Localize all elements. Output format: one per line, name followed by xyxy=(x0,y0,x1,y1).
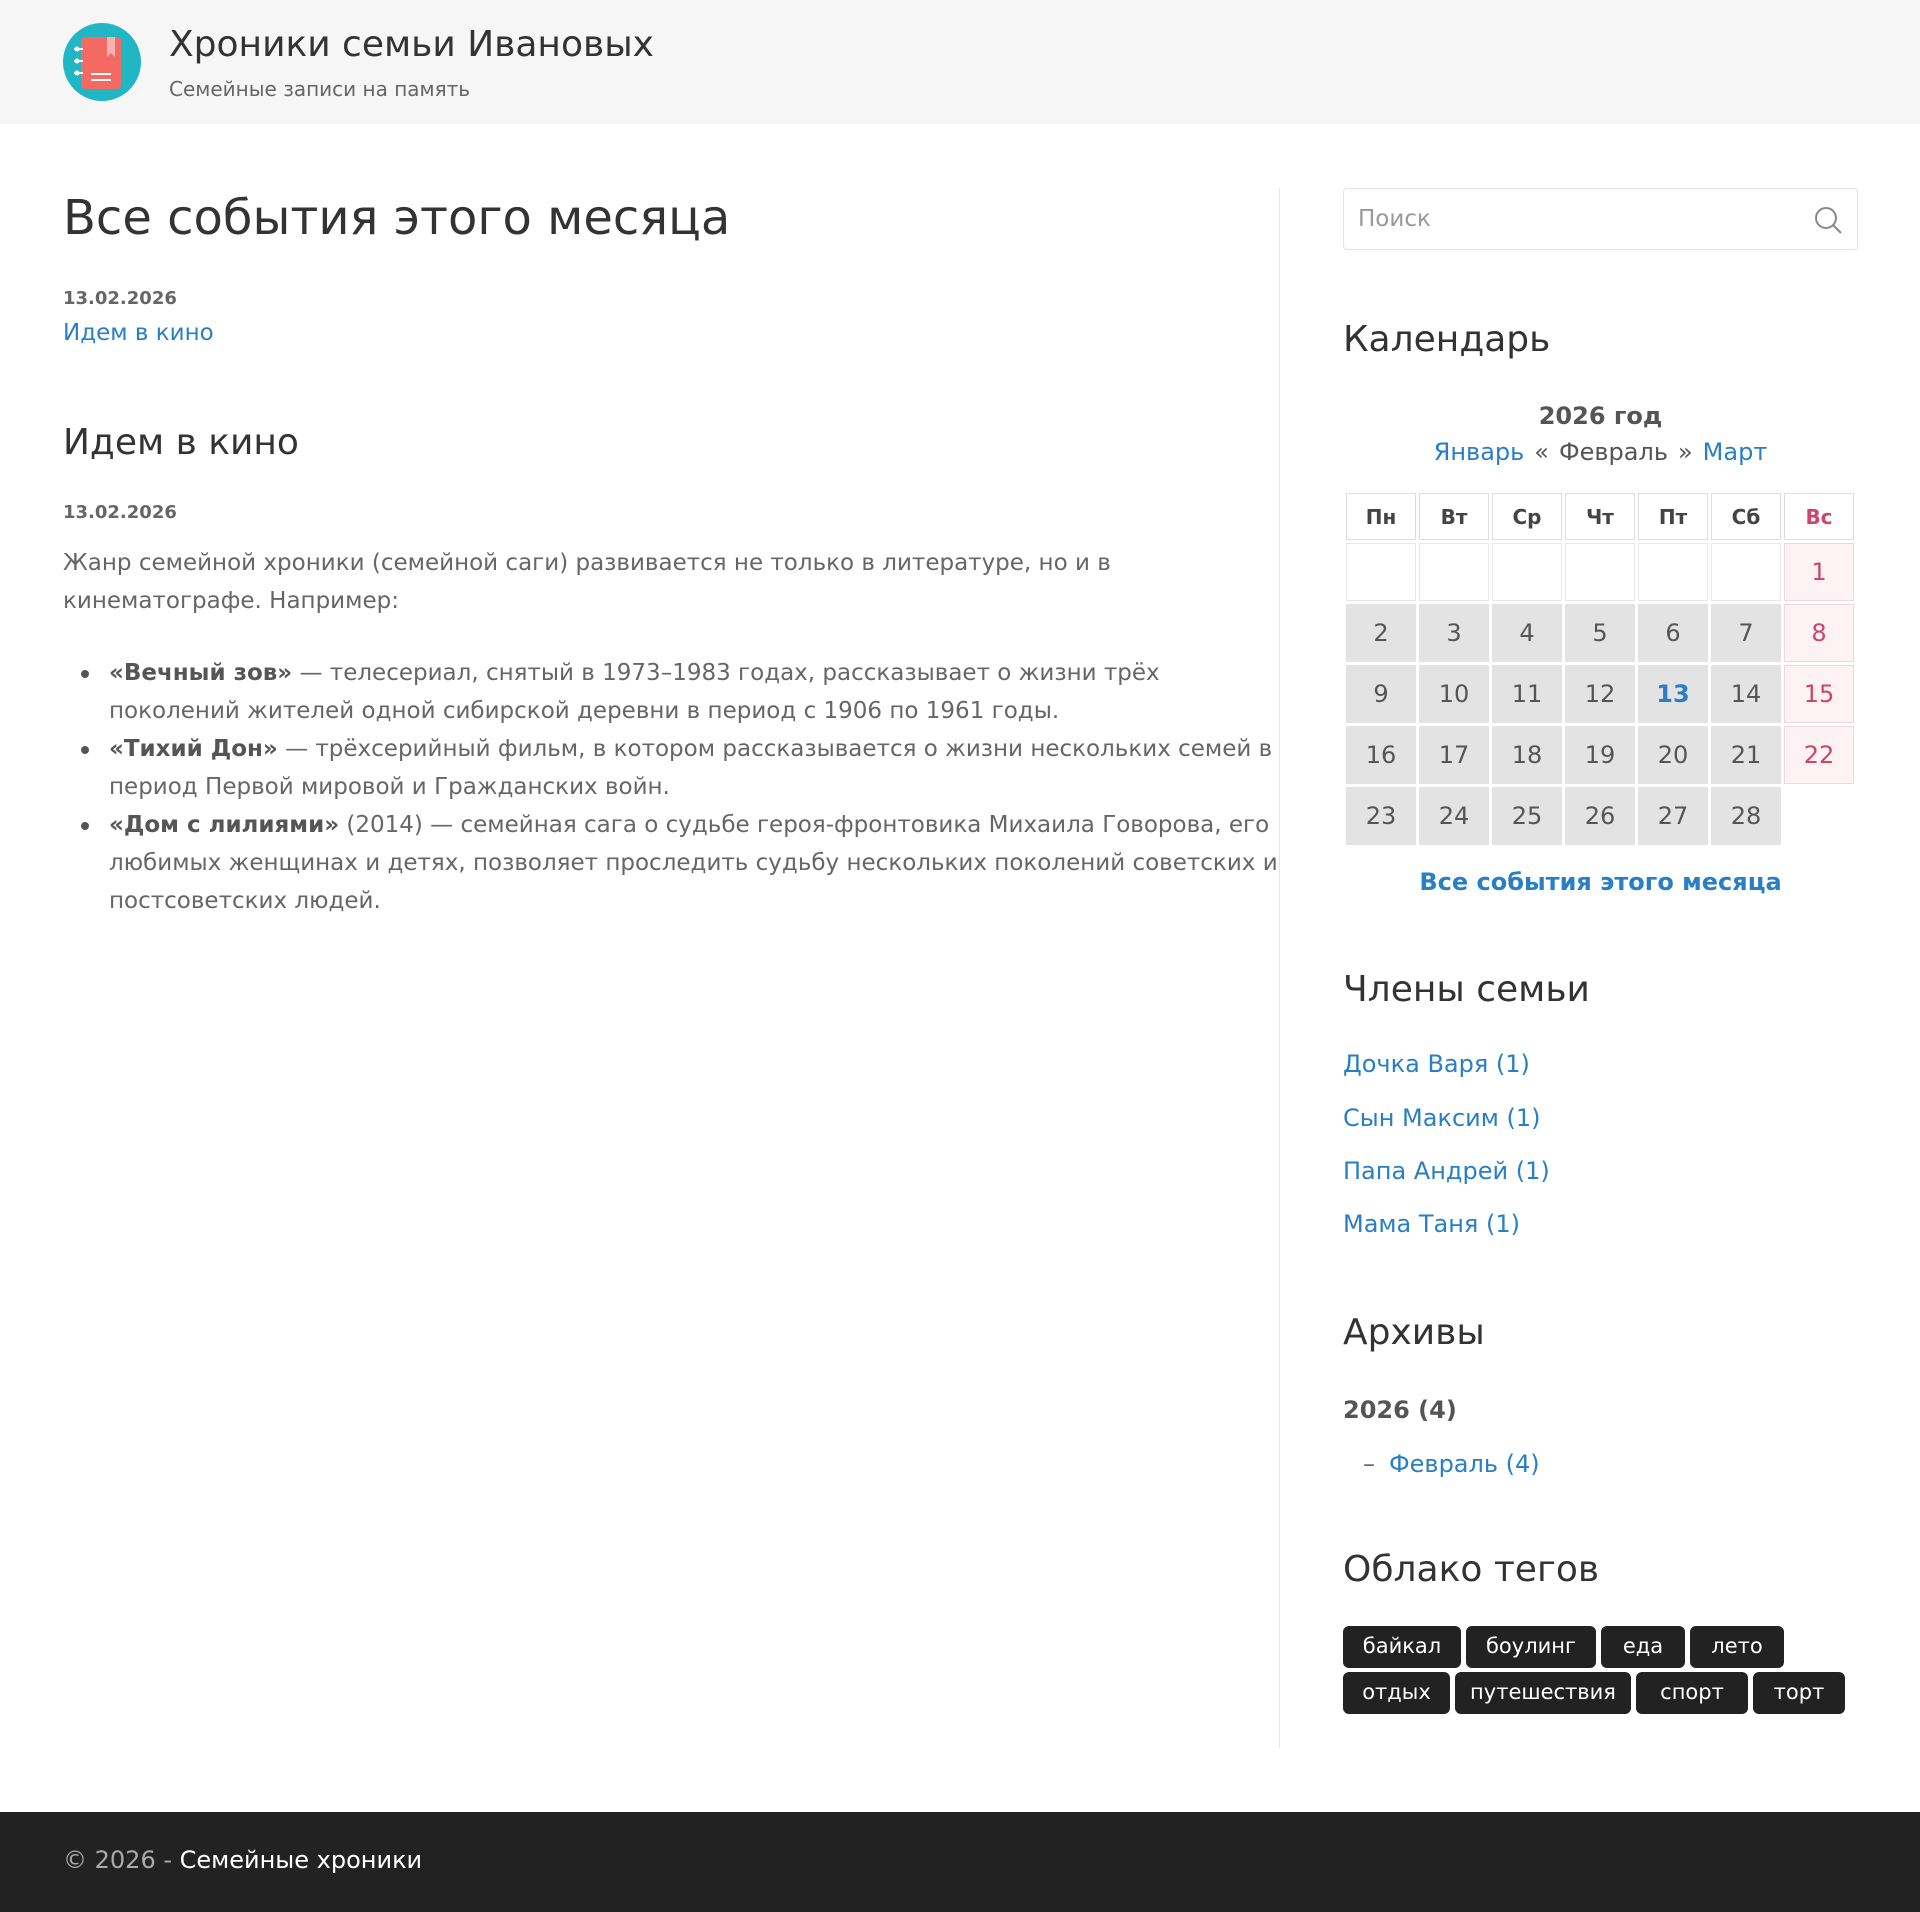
member-link[interactable]: Дочка Варя (1) xyxy=(1343,1050,1530,1078)
site-tagline: Семейные записи на память xyxy=(169,77,471,101)
list-item-text: — телесериал, снятый в 1973–1983 годах, рассказывает о жизни трёх поколений жителей одной сибирской деревни в период с 1906 по 1961 годы. xyxy=(109,660,1160,724)
calendar-day: 26 xyxy=(1565,787,1635,845)
archive-dash: – xyxy=(1363,1450,1375,1478)
weekday-header: Чт xyxy=(1565,493,1635,540)
calendar-day: 8 xyxy=(1784,604,1854,662)
list-item xyxy=(109,654,1289,730)
calendar-day: 12 xyxy=(1565,665,1635,723)
calendar-current-month: Февраль xyxy=(1558,438,1668,466)
search-icon[interactable] xyxy=(1813,205,1843,235)
calendar-day: 28 xyxy=(1711,787,1781,845)
search-box xyxy=(1343,188,1858,250)
calendar-day: 11 xyxy=(1492,665,1562,723)
post-list xyxy=(109,654,1289,920)
site-footer xyxy=(0,1812,1920,1912)
tags-title: Облако тегов xyxy=(1343,1549,1600,1590)
column-divider xyxy=(1279,188,1280,1748)
tag-link[interactable]: спорт xyxy=(1636,1672,1748,1714)
calendar-day: 25 xyxy=(1492,787,1562,845)
calendar-day: 15 xyxy=(1784,665,1854,723)
calendar-prev-arrow: « xyxy=(1534,438,1549,466)
list-item xyxy=(109,730,1289,806)
calendar-day: 10 xyxy=(1419,665,1489,723)
weekday-header: Ср xyxy=(1492,493,1562,540)
weekday-header-sunday: Вс xyxy=(1784,493,1854,540)
site-header xyxy=(0,0,1920,124)
tag-link[interactable]: байкал xyxy=(1343,1626,1461,1668)
calendar-day: 17 xyxy=(1419,726,1489,784)
site-title[interactable]: Хроники семьи Ивановых xyxy=(169,24,654,65)
notebook-icon[interactable] xyxy=(63,23,141,101)
weekday-header: Вт xyxy=(1419,493,1489,540)
calendar-next-arrow: » xyxy=(1677,438,1693,466)
calendar-day-empty xyxy=(1711,543,1781,601)
archive-month-link[interactable]: Февраль (4) xyxy=(1389,1450,1540,1478)
calendar-day: 21 xyxy=(1711,726,1781,784)
archives-title: Архивы xyxy=(1343,1312,1485,1353)
search-input[interactable] xyxy=(1358,199,1778,239)
calendar-title: Календарь xyxy=(1343,319,1551,360)
calendar-next-month[interactable]: Март xyxy=(1702,438,1768,466)
calendar-day: 6 xyxy=(1638,604,1708,662)
calendar-day: 16 xyxy=(1346,726,1416,784)
all-events-link[interactable]: Все события этого месяца xyxy=(1419,868,1782,896)
footer-text xyxy=(63,1846,422,1874)
calendar-day-empty xyxy=(1492,543,1562,601)
calendar-day-empty xyxy=(1565,543,1635,601)
list-item-title: «Тихий Дон» xyxy=(109,736,278,762)
tag-link[interactable]: еда xyxy=(1601,1626,1685,1668)
members-title: Члены семьи xyxy=(1343,969,1590,1010)
calendar-table xyxy=(1343,490,1857,848)
list-item-title: «Дом с лилиями» xyxy=(109,812,340,838)
post-title: Идем в кино xyxy=(63,422,299,463)
calendar-day: 19 xyxy=(1565,726,1635,784)
tag-link[interactable]: лето xyxy=(1690,1626,1784,1668)
list-item-text: (2014) — семейная сага о судьбе героя-фронтовика Михаила Говорова, его любимых женщинах и детях, позволяет проследить судьбу нескольких поколений советских и постсоветских людей. xyxy=(109,812,1278,914)
calendar-day-empty xyxy=(1346,543,1416,601)
member-link[interactable]: Мама Таня (1) xyxy=(1343,1210,1520,1238)
event-list-link[interactable]: Идем в кино xyxy=(63,320,214,346)
calendar-day: 2 xyxy=(1346,604,1416,662)
list-item-title: «Вечный зов» xyxy=(109,660,293,686)
calendar-day-today[interactable]: 13 xyxy=(1638,665,1708,723)
tag-link[interactable]: путешествия xyxy=(1455,1672,1631,1714)
calendar-day: 23 xyxy=(1346,787,1416,845)
calendar-day: 14 xyxy=(1711,665,1781,723)
member-link[interactable]: Сын Максим (1) xyxy=(1343,1104,1541,1132)
tag-link[interactable]: торт xyxy=(1753,1672,1845,1714)
weekday-header: Пт xyxy=(1638,493,1708,540)
footer-home-link[interactable]: Семейные хроники xyxy=(179,1846,423,1874)
calendar-day: 7 xyxy=(1711,604,1781,662)
post-intro: Жанр семейной хроники (семейной саги) развивается не только в литературе, но и в кинематографе. Например: xyxy=(63,550,1111,614)
post-date: 13.02.2026 xyxy=(63,502,177,523)
weekday-header: Сб xyxy=(1711,493,1781,540)
calendar-day: 3 xyxy=(1419,604,1489,662)
calendar-day-empty xyxy=(1419,543,1489,601)
calendar-day: 4 xyxy=(1492,604,1562,662)
member-link[interactable]: Папа Андрей (1) xyxy=(1343,1157,1550,1185)
calendar-day: 18 xyxy=(1492,726,1562,784)
calendar-day-empty xyxy=(1784,787,1854,845)
page-title: Все события этого месяца xyxy=(63,190,731,246)
calendar-day: 1 xyxy=(1784,543,1854,601)
calendar-day: 5 xyxy=(1565,604,1635,662)
tag-link[interactable]: боулинг xyxy=(1466,1626,1596,1668)
calendar-nav xyxy=(1343,438,1858,466)
list-item-text: — трёхсерийный фильм, в котором рассказывается о жизни нескольких семей в период Первой мировой и Гражданских войн. xyxy=(109,736,1273,800)
calendar-day-empty xyxy=(1638,543,1708,601)
calendar-day: 24 xyxy=(1419,787,1489,845)
event-list-date: 13.02.2026 xyxy=(63,288,177,309)
archive-year: 2026 (4) xyxy=(1343,1396,1457,1424)
calendar-year: 2026 год xyxy=(1538,402,1663,430)
footer-copyright: © 2026 - xyxy=(63,1846,180,1874)
calendar-day: 27 xyxy=(1638,787,1708,845)
calendar-day: 22 xyxy=(1784,726,1854,784)
calendar-day: 20 xyxy=(1638,726,1708,784)
weekday-header: Пн xyxy=(1346,493,1416,540)
calendar-day: 9 xyxy=(1346,665,1416,723)
list-item xyxy=(109,806,1289,920)
calendar-prev-month[interactable]: Январь xyxy=(1433,438,1525,466)
tag-link[interactable]: отдых xyxy=(1343,1672,1450,1714)
